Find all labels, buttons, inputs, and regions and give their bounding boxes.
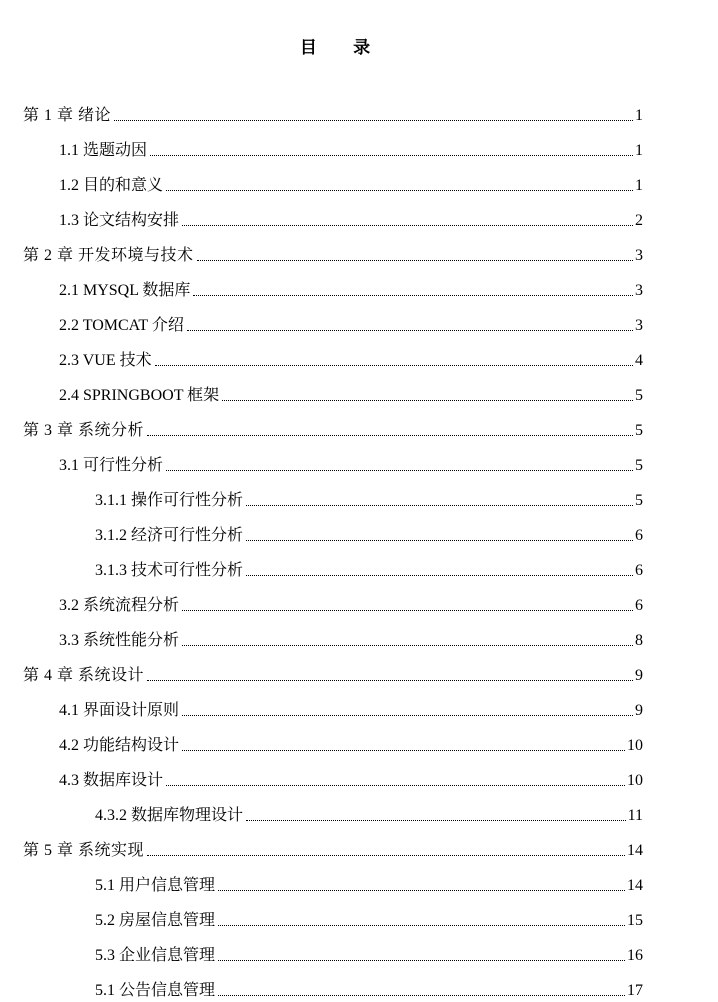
toc-entry-page-number: 6	[635, 597, 643, 614]
toc-entry-label: 第 1 章 绪论	[23, 107, 112, 124]
toc-list	[0, 92, 718, 1002]
toc-entry[interactable]	[0, 442, 643, 477]
toc-entry-page-number: 1	[635, 142, 643, 159]
toc-entry-label: 第 2 章 开发环境与技术	[23, 247, 194, 264]
toc-entry-page-number: 5	[635, 457, 643, 474]
toc-entry[interactable]	[0, 267, 643, 302]
toc-entry[interactable]	[0, 197, 643, 232]
toc-entry-page-number: 11	[627, 807, 643, 824]
toc-entry[interactable]	[0, 617, 643, 652]
toc-entry[interactable]	[0, 932, 643, 967]
toc-dot-leader	[182, 225, 633, 226]
toc-dot-leader	[246, 575, 633, 576]
toc-dot-leader	[166, 470, 633, 471]
toc-entry-label: 第 4 章 系统设计	[23, 667, 145, 684]
toc-entry-label: 第 5 章 系统实现	[23, 842, 145, 859]
toc-entry-page-number: 8	[635, 632, 643, 649]
toc-entry[interactable]	[0, 722, 643, 757]
toc-dot-leader	[182, 750, 625, 751]
toc-entry-page-number: 4	[635, 352, 643, 369]
toc-entry-page-number: 3	[635, 247, 643, 264]
toc-entry-label: 2.1 MYSQL 数据库	[59, 282, 191, 299]
toc-dot-leader	[147, 855, 625, 856]
toc-dot-leader	[182, 610, 633, 611]
toc-entry-page-number: 1	[635, 107, 643, 124]
toc-entry[interactable]	[0, 897, 643, 932]
toc-entry-label: 5.2 房屋信息管理	[95, 912, 216, 929]
toc-entry[interactable]	[0, 407, 643, 442]
toc-entry-label: 3.1.3 技术可行性分析	[95, 562, 244, 579]
toc-dot-leader	[187, 330, 633, 331]
toc-entry-page-number: 6	[635, 562, 643, 579]
toc-entry-page-number: 1	[635, 177, 643, 194]
toc-dot-leader	[150, 155, 633, 156]
toc-entry-page-number: 9	[635, 667, 643, 684]
toc-entry-page-number: 9	[635, 702, 643, 719]
toc-entry-label: 3.1.1 操作可行性分析	[95, 492, 244, 509]
toc-entry-page-number: 14	[627, 877, 643, 894]
toc-dot-leader	[193, 295, 633, 296]
toc-dot-leader	[182, 645, 633, 646]
toc-entry-page-number: 16	[627, 947, 643, 964]
toc-entry[interactable]	[0, 652, 643, 687]
toc-dot-leader	[246, 540, 633, 541]
toc-dot-leader	[246, 820, 626, 821]
toc-entry-page-number: 3	[635, 282, 643, 299]
toc-dot-leader	[166, 785, 625, 786]
toc-entry-label: 4.2 功能结构设计	[59, 737, 180, 754]
toc-entry-label: 3.3 系统性能分析	[59, 632, 180, 649]
toc-entry[interactable]	[0, 547, 643, 582]
toc-entry[interactable]	[0, 232, 643, 267]
toc-entry-label: 2.3 VUE 技术	[59, 352, 152, 369]
toc-entry[interactable]	[0, 302, 643, 337]
toc-entry[interactable]	[0, 967, 643, 1002]
toc-dot-leader	[218, 925, 625, 926]
toc-entry-label: 5.1 公告信息管理	[95, 982, 216, 999]
toc-entry-label: 4.3.2 数据库物理设计	[95, 807, 244, 824]
toc-entry-page-number: 5	[635, 492, 643, 509]
toc-entry[interactable]	[0, 162, 643, 197]
toc-entry-label: 1.1 选题动因	[59, 142, 148, 159]
toc-entry-label: 4.1 界面设计原则	[59, 702, 180, 719]
toc-dot-leader	[155, 365, 633, 366]
toc-entry-label: 3.2 系统流程分析	[59, 597, 180, 614]
toc-entry[interactable]	[0, 372, 643, 407]
toc-entry-label: 3.1.2 经济可行性分析	[95, 527, 244, 544]
toc-entry-page-number: 2	[635, 212, 643, 229]
toc-entry-label: 1.3 论文结构安排	[59, 212, 180, 229]
toc-entry-page-number: 10	[627, 737, 643, 754]
toc-title: 目 录	[299, 38, 387, 57]
toc-entry-label: 第 3 章 系统分析	[23, 422, 145, 439]
toc-dot-leader	[147, 435, 633, 436]
toc-entry[interactable]	[0, 827, 643, 862]
toc-dot-leader	[114, 120, 633, 121]
toc-entry-label: 3.1 可行性分析	[59, 457, 164, 474]
toc-dot-leader	[218, 890, 625, 891]
toc-entry-page-number: 14	[627, 842, 643, 859]
toc-dot-leader	[222, 400, 633, 401]
toc-entry[interactable]	[0, 792, 643, 827]
toc-entry-label: 2.2 TOMCAT 介绍	[59, 317, 184, 334]
toc-entry-label: 5.1 用户信息管理	[95, 877, 216, 894]
toc-dot-leader	[218, 960, 625, 961]
toc-dot-leader	[147, 680, 633, 681]
toc-entry-page-number: 5	[635, 422, 643, 439]
toc-entry-label: 1.2 目的和意义	[59, 177, 164, 194]
toc-entry[interactable]	[0, 127, 643, 162]
toc-entry-label: 5.3 企业信息管理	[95, 947, 216, 964]
toc-dot-leader	[166, 190, 633, 191]
toc-dot-leader	[182, 715, 633, 716]
toc-entry[interactable]	[0, 512, 643, 547]
toc-entry-page-number: 17	[627, 982, 643, 999]
toc-entry[interactable]	[0, 687, 643, 722]
toc-entry-label: 2.4 SPRINGBOOT 框架	[59, 387, 220, 404]
toc-dot-leader	[246, 505, 633, 506]
toc-dot-leader	[218, 995, 625, 996]
toc-entry-page-number: 15	[627, 912, 643, 929]
toc-entry[interactable]	[0, 477, 643, 512]
toc-entry-page-number: 3	[635, 317, 643, 334]
toc-entry-page-number: 10	[627, 772, 643, 789]
toc-entry-label: 4.3 数据库设计	[59, 772, 164, 789]
toc-entry[interactable]	[0, 862, 643, 897]
toc-entry[interactable]	[0, 337, 643, 372]
toc-dot-leader	[197, 260, 633, 261]
toc-entry[interactable]	[0, 757, 643, 792]
toc-entry-page-number: 5	[635, 387, 643, 404]
toc-entry[interactable]	[0, 92, 643, 127]
toc-entry-page-number: 6	[635, 527, 643, 544]
toc-entry[interactable]	[0, 582, 643, 617]
